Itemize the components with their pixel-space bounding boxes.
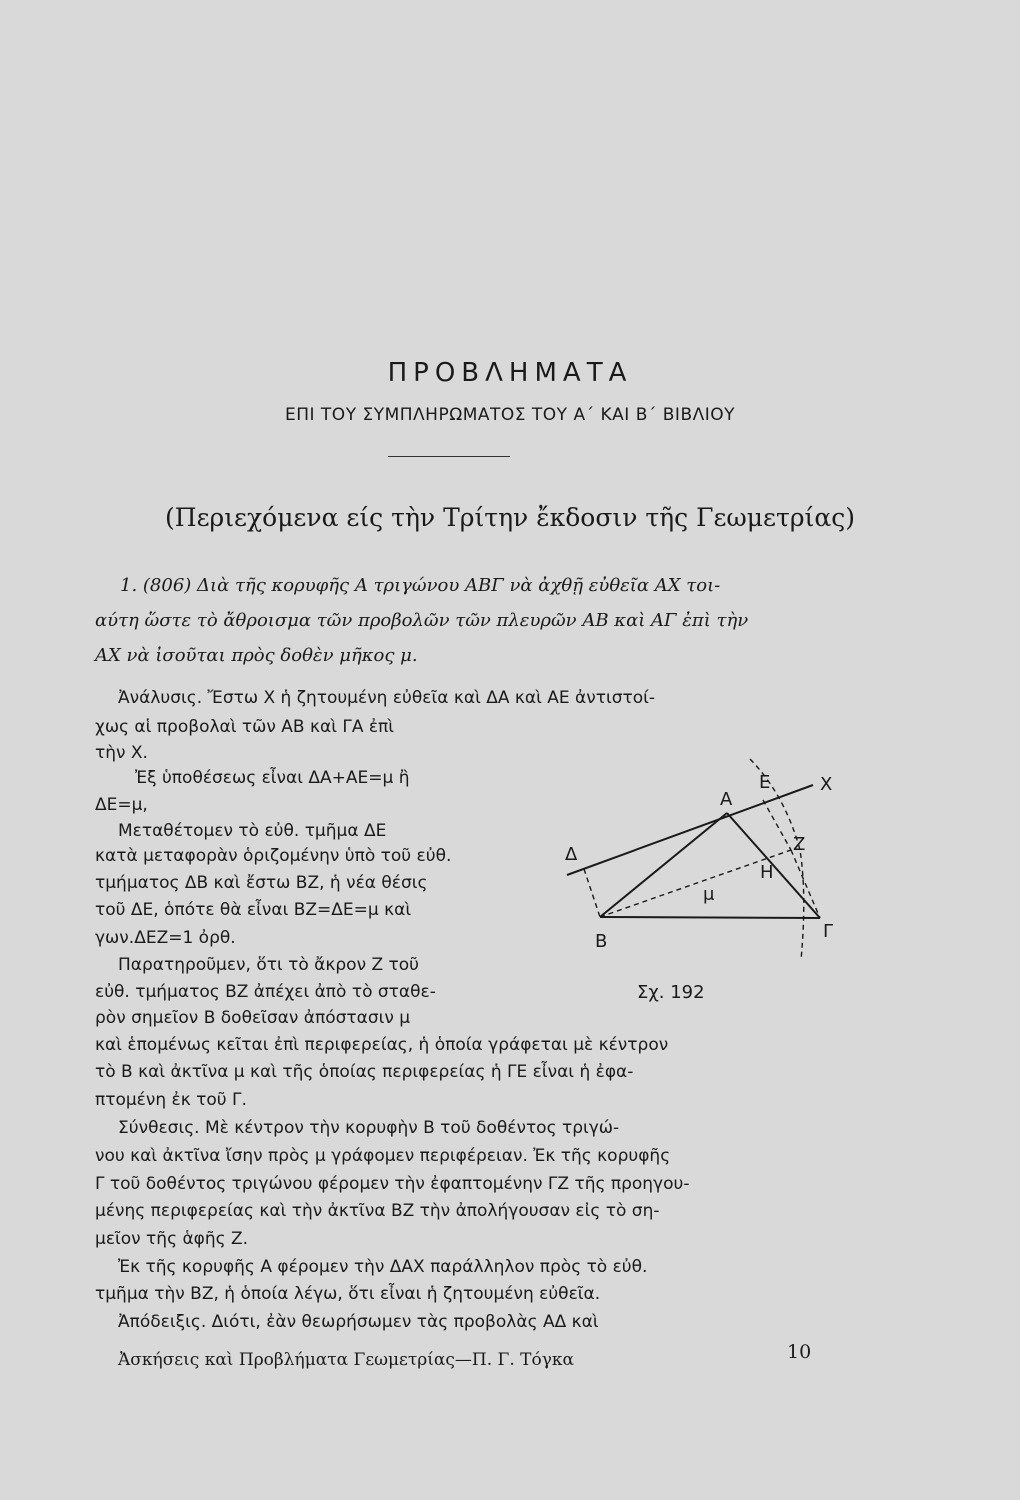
synthesis-line: μένης περιφερείας καὶ τὴν ἀκτῖνα ΒΖ τὴν ἀπολήγουσαν εἰς τὸ ση- [95,1201,660,1221]
analysis-line: Ἐξ ὑποθέσεως εἶναι ΔΑ+ΑΕ=μ ἢ [135,768,410,788]
page-subtitle: ΕΠΙ ΤΟΥ ΣΥΜΠΛΗΡΩΜΑΤΟΣ ΤΟΥ Α΄ ΚΑΙ Β΄ ΒΙΒΛΙΟΥ [284,405,736,425]
analysis-line: τμήματος ΔΒ καὶ ἔστω ΒΖ, ἡ νέα θέσις [95,873,428,893]
analysis-line: ΔΕ=μ, [95,795,148,815]
dashed-zg [791,850,820,918]
page-number: 10 [787,1341,812,1363]
synthesis-line: τμῆμα τὴν ΒΖ, ἡ ὁποία λέγω, ὅτι εἶναι ἡ ζητουμένη εὐθεῖα. [95,1284,601,1304]
analysis-line: καὶ ἑπομένως κεῖται ἐπὶ περιφερείας, ἡ ὁποία γράφεται μὲ κέντρον [95,1035,669,1055]
figure-caption: Σχ. 192 [637,982,705,1003]
analysis-line: πτομένη ἐκ τοῦ Γ. [95,1090,247,1110]
label-a: Α [720,789,733,810]
analysis-line: ρὸν σημεῖον Β δοθεῖσαν ἀπόστασιν μ [95,1008,411,1028]
footer-book-title: Ἀσκήσεις καὶ Προβλήματα Γεωμετρίας—Π. Γ. Τόγκα [118,1350,574,1370]
analysis-line: τὸ Β καὶ ἀκτῖνα μ καὶ τῆς ὁποίας περιφερείας ἡ ΓΕ εἶναι ἡ ἐφα- [95,1062,634,1082]
label-x: Χ [820,774,833,795]
dashed-bz [600,850,791,917]
content-heading: (Περιεχόμενα είς τὴν Τρίτην ἔκδοσιν τῆς Γεωμετρίας) [165,503,855,532]
analysis-line: εὐθ. τμήματος ΒΖ ἀπέχει ἀπὸ τὸ σταθε- [95,982,436,1002]
problem-line: ΑΧ νὰ ἰσοῦται πρὸς δοθὲν μῆκος μ. [95,645,418,666]
dashed-ez [763,800,791,850]
analysis-line: Ἀνάλυσις. Ἔστω Χ ἡ ζητουμένη εὐθεῖα καὶ ΔΑ καὶ ΑΕ ἀντιστοί- [118,688,656,708]
geometry-figure [555,755,855,965]
label-mu: μ [703,884,715,905]
label-b: Β [595,931,608,952]
analysis-line: χως αἱ προβολαὶ τῶν ΑΒ καὶ ΓΑ ἐπὶ [95,717,395,737]
synthesis-line: Σύνθεσις. Μὲ κέντρον τὴν κορυφὴν Β τοῦ δοθέντος τριγώ- [118,1118,620,1138]
label-delta: Δ [565,844,578,865]
side-bg [600,917,820,918]
label-g: Γ [823,921,834,942]
analysis-line: τοῦ ΔΕ, ὁπότε θὰ εἶναι ΒΖ=ΔΕ=μ καὶ [95,900,412,920]
analysis-line: Μεταθέτομεν τὸ εὐθ. τμῆμα ΔΕ [118,821,387,841]
label-e: Ε [759,772,771,793]
synthesis-line: μεῖον τῆς ἁφῆς Ζ. [95,1229,249,1249]
problem-line: αύτη ὥστε τὸ ἄθροισμα τῶν προβολῶν τῶν πλευρῶν ΑΒ καὶ ΑΓ ἐπὶ τὴν [95,610,749,631]
analysis-line: τὴν Χ. [95,743,148,763]
label-z: Ζ [793,834,806,855]
synthesis-line: νου καὶ ἀκτῖνα ἴσην πρὸς μ γράφομεν περιφέρειαν. Ἐκ τῆς κορυφῆς [95,1146,671,1166]
synthesis-line: Ἀπόδειξις. Διότι, ἐὰν θεωρήσωμεν τὰς προβολὰς ΑΔ καὶ [118,1312,599,1332]
page-title: ΠΡΟΒΛΗΜΑΤΑ [387,358,633,388]
synthesis-line: Ἐκ τῆς κορυφῆς Α φέρομεν τὴν ΔΑΧ παράλληλον πρὸς τὸ εὐθ. [118,1257,648,1277]
line-dax [567,785,813,875]
synthesis-line: Γ τοῦ δοθέντος τριγώνου φέρομεν τὴν ἐφαπτομένην ΓΖ τῆς προηγου- [95,1174,690,1194]
analysis-line: κατὰ μεταφορὰν ὁριζομένην ὑπὸ τοῦ εὐθ. [95,846,452,866]
analysis-line: Παρατηροῦμεν, ὅτι τὸ ἄκρον Ζ τοῦ [118,955,420,975]
title-divider [388,456,510,457]
analysis-line: γων.ΔΕΖ=1 ὀρθ. [95,928,236,948]
dashed-db [584,869,600,917]
label-h: Η [760,862,774,883]
problem-line: 1. (806) Διὰ τῆς κορυφῆς Α τριγώνου ΑΒΓ νὰ ἀχθῇ εὐθεῖα ΑΧ τοι- [120,575,721,596]
